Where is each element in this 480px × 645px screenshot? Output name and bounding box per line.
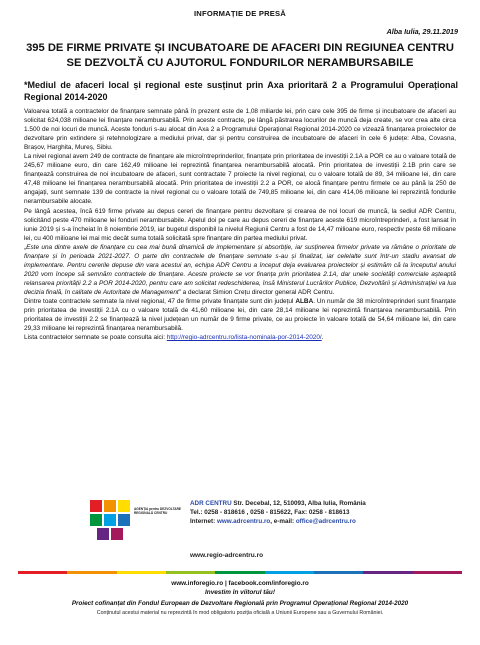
headline: 395 DE FIRME PRIVATE ȘI INCUBATOARE DE AFACERI DIN REGIUNEA CENTRU SE DEZVOLTĂ CU AJUTORUL FONDURILOR NERAMBURSABILE [26,42,454,69]
footer-project-note: Proiect cofinanțat din Fondul European de Dezvoltare Regională prin Programul Operațional Regional 2014-2020 [71,600,409,607]
adr-contact-info [190,500,440,526]
rainbow-segment [18,571,67,574]
paragraph-quote [24,243,456,297]
adr-address: Str. Decebal, 12, 510093, Alba Iulia, România [233,500,366,507]
paragraph-alba [24,297,456,333]
rainbow-segment [265,571,314,574]
footer-disclaimer: Conținutul acestui material nu reprezintă în mod obligatoriu poziția oficială a Uniunii Europene sau a Guvernului României. [96,610,384,616]
adr-contact-block [88,498,448,570]
alba-county: ALBA [295,297,314,305]
subheadline: *Mediul de afaceri local și regional este susținut prin Axa prioritară 2 a Programului Operațional Regional 2014-2020 [24,80,458,102]
article-body [24,107,456,342]
rainbow-segment [67,571,116,574]
contract-list-link[interactable]: http://regio-adrcentru.ro/lista-nominala-por-2014-2020/ [166,334,322,342]
contract-list-end: . [321,334,324,342]
paragraph-contract-list [24,333,456,342]
director-quote: „Este una dintre axele de finanțare cu cea mai bună dinamică de implementare și absorbție, iar susținerea firmelor private va rămâne o prioritate de finanțare și în perioada 2021-2027. O parte din contractele de finanțare semnate s-au și finalizat, iar celelalte sunt într-un stadiu avansat de implementare. Pentru cererile depuse din vara acestui an, echipa ADR Centru a început deja evaluarea proiectelor și estimăm că la începutul anului 2020 vom începe să semnăm contractele de finanțare. Aceste proiecte se vor finanța prin prioritatea 2.1A, dar unele societăți comerciale așteaptă relansarea priorității 2.2 a POR 2014-2020, pentru care am solicitat redeschiderea, însă Ministerul Lucrărilor Publice, Dezvoltării și Administrației va lua decizia finală, în calitate de Autoritate de Management” [24,243,456,296]
internet-label: Internet: [190,517,216,525]
rainbow-segment [215,571,264,574]
footer-links[interactable]: www.inforegio.ro | facebook.com/inforegio.ro [171,580,309,587]
adr-website-link[interactable]: www.adrcentru.ro [216,517,271,525]
rainbow-segment [314,571,363,574]
footer [0,579,480,617]
rainbow-divider [18,571,462,574]
paragraph-overview: Valoarea totală a contractelor de finanțare semnate până în prezent este de 1,08 miliarde lei, prin care cele 395 de firme și incubatoare de afaceri au solicitat 624,038 milioane lei finanțare nerambursabilă. Prin aceste contracte, pe lângă păstrarea locurilor de muncă deja create, se vor crea alte circa 1.500 de noi locuri de muncă. Aceste fonduri s-au alocat din Axa 2 a Programului Operațional Regional 2014-2020 ce vizează finanțarea proiectelor de dezvoltare prin extindere și retehnologizare a mediului privat, dar și pentru construirea de incubatoare de afaceri în cele 6 județe: Alba, Covasna, Brașov, Harghita, Mureș, Sibiu. [24,108,456,152]
paragraph-applications: Pe lângă acestea, încă 619 firme private au depus cereri de finanțare pentru dezvoltare și crearea de noi locuri de muncă, la sediul ADR Centru, solicitând peste 470 milioane lei fonduri nerambursabile. Apelul doi pe care au depus cereri de finanțare aceste 619 microîntreprinderi, a fost lansat în iunie 2019 și s-a încheiat în 8 noiembrie 2019, iar bugetul disponibil la nivelul Regiunii Centru a fost de 14,47 milioane euro, respectiv peste 68 milioane lei, cu 400 milioane lei mai mic decât suma totală solicitată spre finanțare din partea mediului privat. [24,207,456,242]
adr-centru-logo [88,498,132,544]
adr-email-link[interactable]: office@adrcentru.ro [295,517,356,525]
rainbow-segment [166,571,215,574]
adr-online [190,518,440,527]
adr-address-line [190,500,440,509]
rainbow-segment [413,571,462,574]
rainbow-segment [363,571,412,574]
footer-slogan: Investim în viitorul tău! [205,589,275,596]
email-label: , e-mail: [270,517,295,525]
rainbow-segment [117,571,166,574]
quote-attribution: a declarat Simion Crețu director general ADR Centru. [180,288,335,296]
adr-phones: Tel.: 0258 - 818616 , 0258 - 815622, Fax: 0258 - 818613 [190,508,350,516]
alba-text-pre: Dintre toate contractele semnate la nivel regional, 47 de firme private finanțate sunt din județul [24,297,296,305]
contract-list-text: Lista contractelor semnate se poate consulta aici: [24,334,167,342]
adr-name: ADR CENTRU [190,500,232,507]
dateline: Alba Iulia, 29.11.2019 [386,27,458,36]
press-header: INFORMAȚIE DE PRESĂ [194,9,286,18]
alba-text-post: . Un număr de 38 microîntreprinderi sunt finanțate prin prioritatea de investiții 2.1A cu o valoare totală de 41,60 milioane lei, din care 28,14 milioane lei reprezintă finanțarea nerambursabilă. Prin prioritatea de investiții 2.2 se finanțează la nivel județean un număr de 9 firme private, ce au proiecte în valoare totală de 54,64 milioane lei, din care 29,33 milioane lei reprezintă finanțarea nerambursabilă. [24,297,456,333]
regio-website[interactable]: www.regio-adrcentru.ro [190,552,264,559]
adr-logo-caption: AGENȚIA pentru DEZVOLTARE REGIONALĂ CENTRU [134,507,182,515]
paragraph-regional-contracts: La nivel regional avem 249 de contracte de finanțare ale microîntreprinderilor, finanțate prin prioritatea de investiții 2.1A a POR ce au o valoare totală de 245,67 milioane euro, din care 162,49 milioane lei reprezintă finanțarea nerambursabilă alocată. Prin prioritatea de investiții 2.1B prin care se finanțează construirea de noi incubatoare de afaceri, sunt contractate 7 proiecte la nivel regional, cu o valoare totală de 89, 34 milioane lei, din care 47,48 milioane lei finanțarea nerambursabilă alocată. Prin prioritatea de investiții 2.2 a POR, ce alocă finanțare pentru firmele ce au până la 250 de angajați, sunt semnate 139 de contracte la nivel regional cu o valoare totală de 749,85 milioane lei, din care 414,06 milioane lei reprezintă fondurile nerambursabile alocate. [24,153,456,206]
